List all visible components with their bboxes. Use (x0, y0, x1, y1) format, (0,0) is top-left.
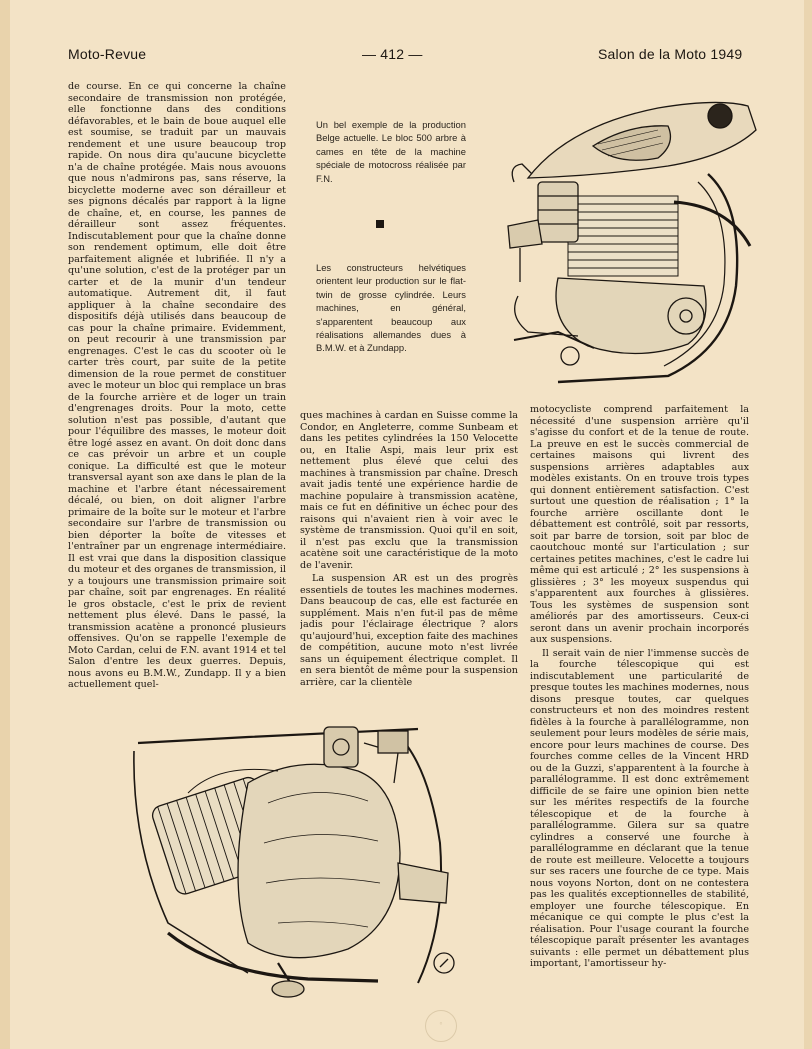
paragraph: de course. En ce qui concerne la chaîne secondaire de transmission non protégée, elle fonctionne dans des conditions défavorables, et le bain de boue auquel elle est soumise, se traduit par un mauvais rendement et une usure beaucoup trop rapide. On nous dira qu'aucune bicyclette n'a de chaîne protégée. Mais nous avouons que nous n'admirons pas, sans réserve, la bicyclette moderne avec son dérailleur et ses pignons décalés par rapport à la ligne de chaîne, et, en course, les pannes de dérailleur sont assez fréquentes. Indiscutablement pour que la chaîne donne son rendement optimum, elle doit être parfaitement alignée et lubrifiée. Il n'y a qu'une solution, c'est de la protéger par un carter et de la munir d'un tendeur automatique. Autrement dit, il faut appliquer à la chaîne secondaire des dispositifs déjà utilisés dans beaucoup de cas pour la chaîne primaire. Evidemment, on peut recourir à une transmission par engrenages. C'est le cas du scooter où le carter très court, par suite de la petite dimension de la roue permet de constituer avec le moteur un bloc qui remplace un bras de la fourche arrière et de loger un train d'engrenages droits. Pour la moto, cette solution n'est pas possible, d'autant que pour l'équilibre des masses, le moteur doit être logé assez en avant. On doit donc dans ce cas prévoir un arbre et un couple conique. La difficulté est que le moteur transversal ayant son axe dans le plan de la machine et l'arbre étant nécessairement décalé, ou bien, on doit aligner l'arbre primaire de la boîte sur le moteur et l'arbre secondaire sur l'arbre de transmission ou bien déporter la boîte de vitesses et l'entraîner par un engrenage intermédiaire. Il est vrai que dans la disposition classique du moteur et des organes de transmission, il y a toujours une transmission primaire soit par chaîne, soit par engrenages. En réalité le gros obstacle, c'est le prix de revient nettement plus élevé. Dans le passé, la transmission acatène a prononcé plusieurs offensives. Qu'on se rappelle l'exemple de Moto Cardan, celui de F.N. avant 1914 et tel Salon d'entre les deux guerres. Depuis, nous avons eu B.M.W., Zundapp. Il y a bien actuellement quel- (68, 81, 286, 690)
paragraph: La suspension AR est un des progrès essentiels de toutes les machines modernes. Dans beaucoup de cas, elle est facturée en supplément. Mais n'en fut-il pas de même jadis pour l'éclairage électrique ? alors qu'aujourd'hui, exception faite des machines de compétition, aucune moto n'est livrée sans un équipement électrique complet. Il en sera bientôt de même pour la suspension arrière, car la clientèle (300, 573, 518, 688)
text-column-3 (530, 404, 749, 987)
caption-separator-square (376, 220, 384, 228)
paragraph: Il serait vain de nier l'immense succès de la fourche télescopique qui est indiscutablement une particularité de presque toutes les machines modernes, nous disons presque toutes, car quelques constructeurs et non des moindres restent fidèles à la fourche à parallélogramme, non seulement pour leurs modèles de série mais, encore pour leurs machines de course. Des fourches comme celles de la Vincent HRD ou de la Guzzi, s'apparentent à la fourche à parallélogramme. Il est donc extrêmement difficile de se faire une opinion bien nette sur les mérites respectifs de la fourche télescopique et de la fourche à parallélogramme. Gilera sur sa quatre cylindres a conservé une fourche à parallélogramme en déclarant que la tenue de route est meilleure. Velocette a toujours sur ses racers une fourche de ce type. Mais nous voyons Norton, dont on ne contestera pas les qualités exceptionnelles de stabilité, employer une fourche télescopique. En mécanique ce qui compte le plus c'est la réalisation. Pour l'usage courant la fourche télescopique paraît présenter les avantages suivants : elle permet un débattement plus important, l'amortisseur hy- (530, 647, 749, 969)
paragraph: motocycliste comprend parfaitement la nécessité d'une suspension arrière qu'il s'agisse du confort et de la tenue de route. La preuve en est le succès commercial de certaines maisons qui livrent des suspensions arrières adaptables aux modèles existants. On en trouve trois types qui donnent entièrement satisfaction. C'est surtout une question de réalisation ; 1° la fourche arrière oscillante dont le débattement est contrôlé, soit par ressorts, soit par barre de torsion, soit par bloc de caoutchouc monté sur l'articulation ; sur certaines petites machines, c'est le cadre lui même qui est articulé ; 2° les suspensions à glissières ; 3° les moyeux suspendus qui s'apparentent aux fourches à glissières. Tous les systèmes de suspension sont améliorés par des amortisseurs. Ceux-ci seront dans un avenir prochain incorporés aux suspensions. (530, 404, 749, 645)
watermark-stamp: ° (425, 1010, 457, 1042)
engine-illustration-fn-500 (498, 86, 760, 386)
text-column-2 (300, 410, 518, 718)
running-header-right: Salon de la Moto 1949 (598, 46, 743, 62)
running-header-left: Moto-Revue (68, 46, 147, 62)
caption-middle: Les constructeurs helvétiques orientent leur production sur le flat-twin de grosse cylindrée. Leurs machines, en général, s'apparentent beaucoup aux réalisations allemandes dues à B.M.W. et à Zundapp. (316, 262, 466, 354)
engine-illustration-flat-twin (128, 723, 464, 1003)
caption-top: Un bel exemple de la production Belge actuelle. Le bloc 500 arbre à cames en tête de la machine spéciale de motocross réalisée par F.N. (316, 119, 466, 184)
text-column-1 (68, 81, 286, 706)
page-number: — 412 — (362, 46, 423, 62)
paragraph: ques machines à cardan en Suisse comme la Condor, en Angleterre, comme Sunbeam et dans les petites cylindrées la 150 Velocette ou, en Italie Aspi, mais leur prix est nettement plus élevé que celui des machines à transmission par chaîne. Dresch avait jadis tenté une expérience hardie de machine populaire à transmission acatène, mais ce fut en définitive un échec pour des raisons qui n'avaient rien à voir avec le système de transmission. Quoi qu'il en soit, il n'est pas exclu que la transmission acatène soit une caractéristique de la moto de l'avenir. (300, 410, 518, 571)
